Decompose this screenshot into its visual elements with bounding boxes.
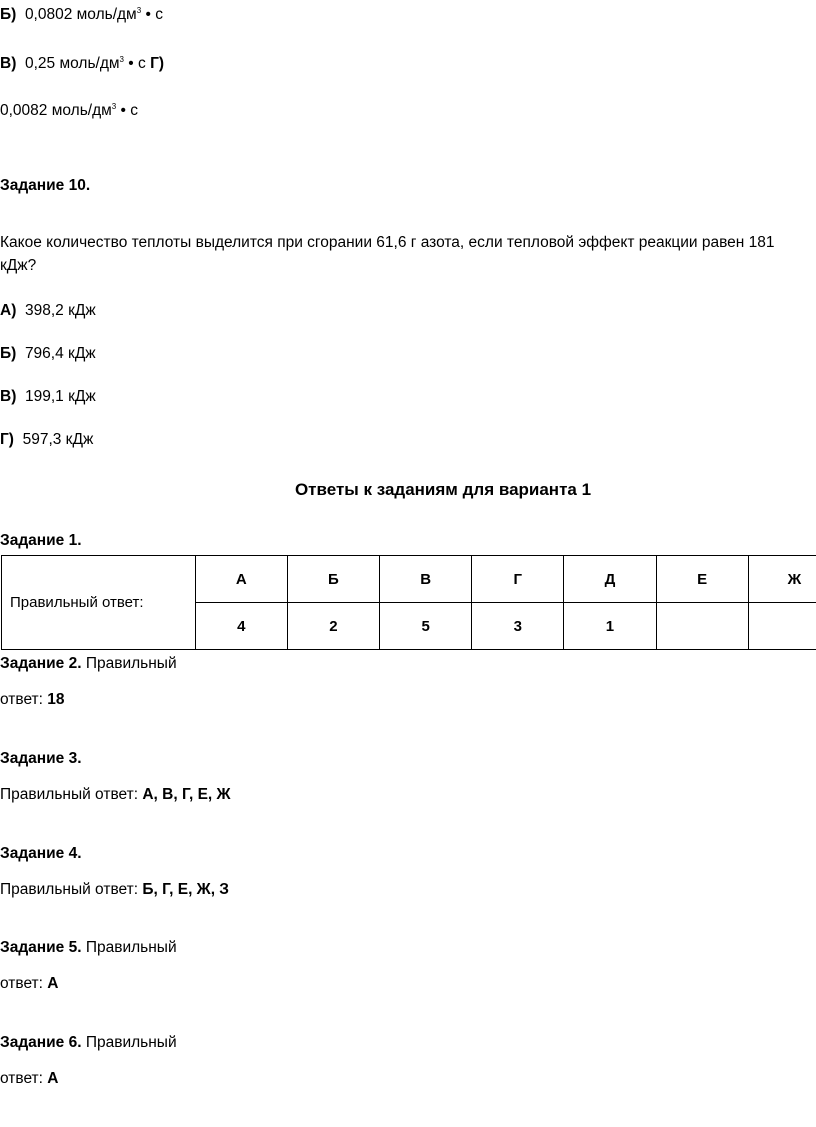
task10-option-g (0, 430, 93, 450)
option-sup: 3 (119, 55, 124, 64)
task10-option-b (0, 344, 96, 364)
answers-heading: Ответы к заданиям для варианта 1 (294, 480, 592, 499)
option-letter: Б) (0, 345, 17, 362)
option-letter: Б) (0, 6, 17, 23)
answer5-value: А (47, 975, 59, 992)
answer6-title: Задание 6. (0, 1034, 82, 1051)
answer6-value: А (47, 1070, 59, 1087)
option-unit: • с (141, 6, 163, 23)
column-header: Г (472, 556, 564, 603)
answer1-title: Задание 1. (0, 532, 82, 549)
answer5-line1 (0, 938, 177, 958)
answer6-label: Правильный (81, 1034, 177, 1051)
answer5-label2: ответ: (0, 975, 48, 992)
answer4-label: Правильный ответ: (0, 881, 143, 898)
option-value: 0,25 моль/дм (24, 55, 120, 72)
option-v-prev (0, 50, 164, 74)
option-unit: • с (116, 102, 139, 119)
answer-cell (748, 603, 816, 650)
task10-question-line1: Какое количество теплоты выделится при сгорании 61,6 г азота, если тепловой эффект реакции равен 181 (0, 234, 775, 251)
answer6-label2: ответ: (0, 1070, 48, 1087)
task10-option-a (0, 301, 96, 321)
answer2-value: 18 (47, 691, 65, 708)
option-letter: А) (0, 302, 17, 319)
answer5-line2 (0, 974, 58, 994)
row-label: Правильный ответ: (2, 556, 196, 650)
option-sup: 3 (136, 6, 142, 15)
option-unit: • с (123, 55, 151, 72)
answer2-line1 (0, 654, 177, 674)
option-value: 0,0802 моль/дм (24, 6, 137, 23)
answer-cell: 4 (195, 603, 287, 650)
answer2-label2: ответ: (0, 691, 48, 708)
answer6-line1 (0, 1033, 177, 1053)
answer-cell: 2 (287, 603, 379, 650)
option-b-prev (0, 1, 163, 25)
option-letter: В) (0, 388, 17, 405)
task10-question-line2: кДж? (0, 257, 37, 274)
answer-cell: 5 (380, 603, 472, 650)
answer2-line2 (0, 690, 65, 710)
column-header: Д (564, 556, 656, 603)
option-sup: 3 (111, 102, 117, 111)
task10-option-v (0, 387, 96, 407)
column-header: А (195, 556, 287, 603)
column-header: Е (656, 556, 748, 603)
answer6-line2 (0, 1069, 58, 1089)
answer3-value: А, В, Г, Е, Ж (142, 786, 231, 803)
option-letter-g: Г) (150, 55, 165, 72)
answer3-title: Задание 3. (0, 750, 82, 767)
option-g-prev (0, 97, 138, 121)
column-header: В (380, 556, 472, 603)
column-header: Ж (748, 556, 816, 603)
option-text: 398,2 кДж (24, 302, 96, 319)
answer1-table (1, 555, 816, 650)
answer4-title: Задание 4. (0, 845, 82, 862)
table-row-header (2, 556, 816, 603)
option-letter: Г) (0, 431, 14, 448)
answer-cell: 3 (472, 603, 564, 650)
answer2-label: Правильный (81, 655, 177, 672)
answer5-label: Правильный (81, 939, 177, 956)
option-text: 199,1 кДж (24, 388, 96, 405)
answer5-title: Задание 5. (0, 939, 82, 956)
option-letter: В) (0, 55, 17, 72)
answer4-line (0, 880, 229, 900)
task10-title: Задание 10. (0, 177, 91, 194)
answer-cell (656, 603, 748, 650)
option-value: 0,0082 моль/дм (0, 102, 112, 119)
answer2-title: Задание 2. (0, 655, 82, 672)
answer-cell: 1 (564, 603, 656, 650)
answer4-value: Б, Г, Е, Ж, З (142, 881, 230, 898)
answer3-line (0, 785, 231, 805)
column-header: Б (287, 556, 379, 603)
option-text: 796,4 кДж (24, 345, 96, 362)
answer3-label: Правильный ответ: (0, 786, 143, 803)
option-text: 597,3 кДж (22, 431, 94, 448)
